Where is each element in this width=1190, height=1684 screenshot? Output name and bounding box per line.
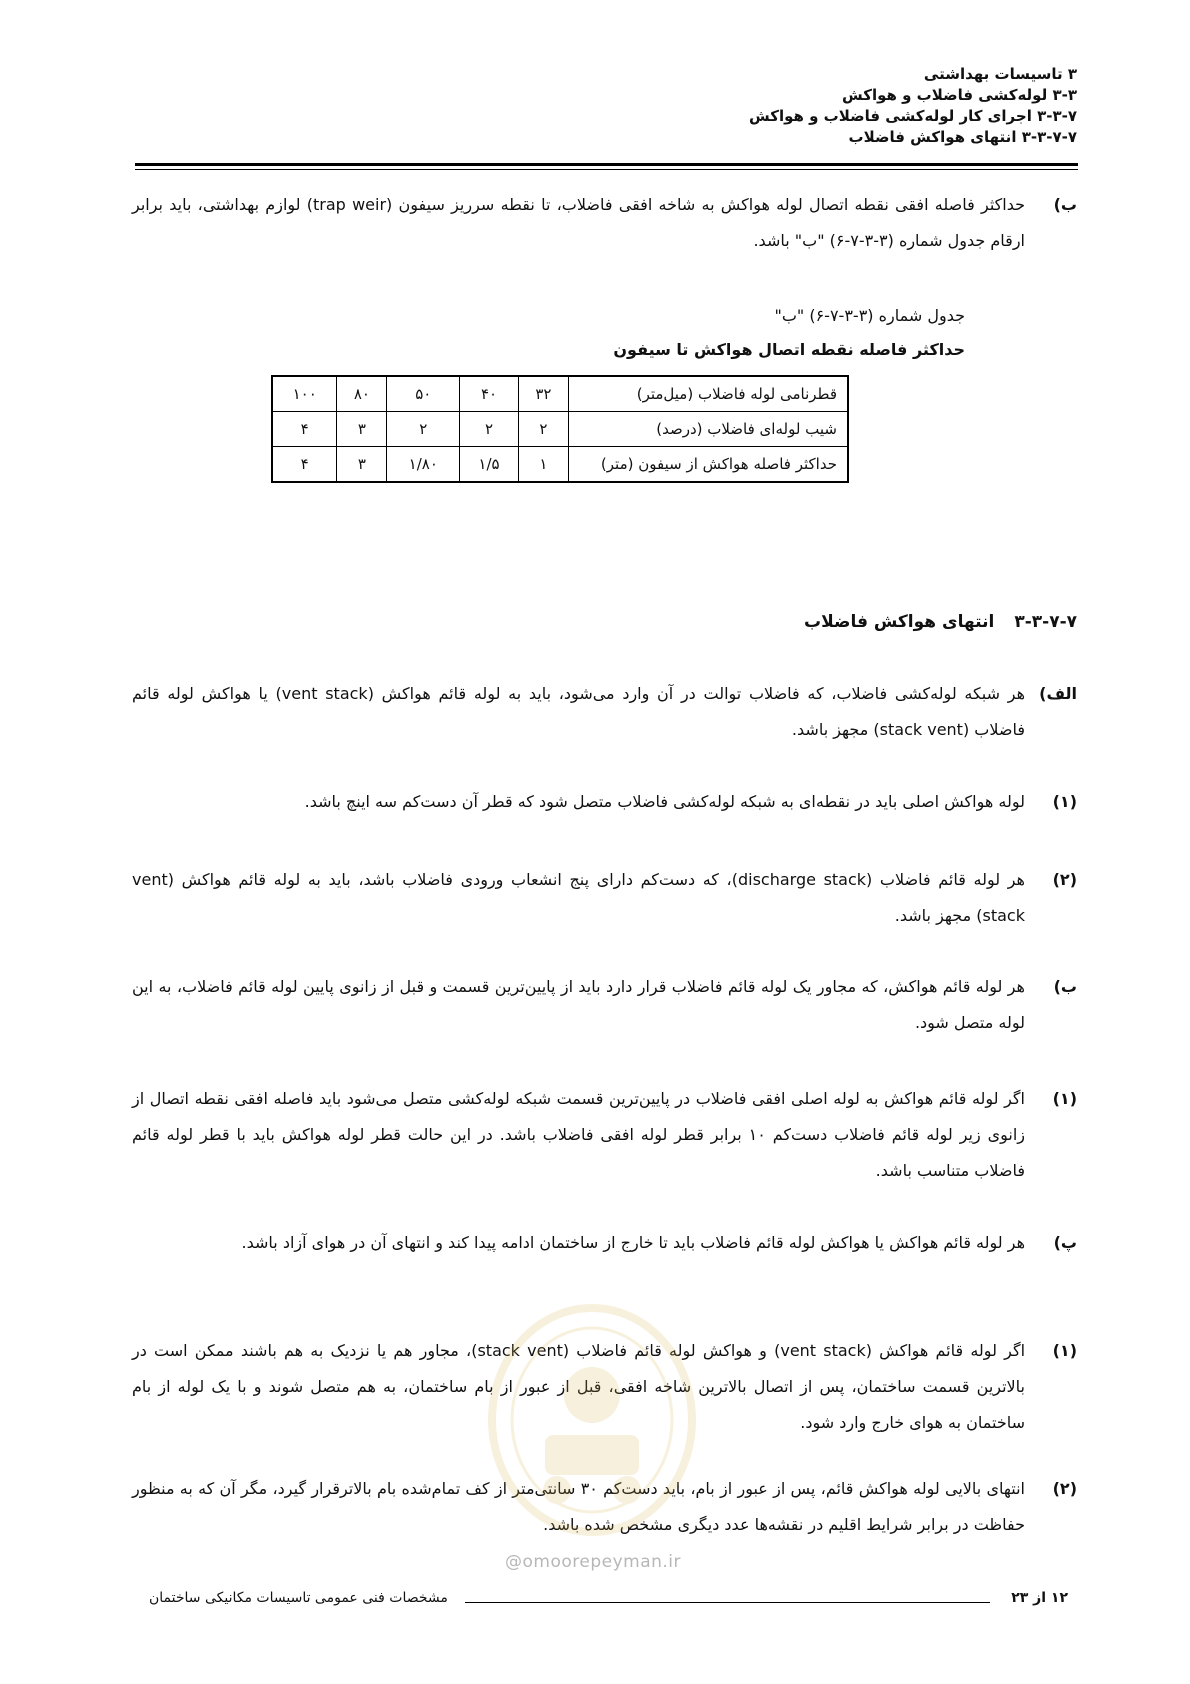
header-rule-thick	[135, 163, 1078, 166]
page-number: ۱۲ از ۲۳	[1011, 1590, 1068, 1606]
section-number: ۳-۳-۷-۷	[1014, 612, 1077, 632]
vent-distance-table	[271, 375, 849, 483]
paragraph-text: حداکثر فاصله افقی نقطه اتصال لوله هواکش به شاخه افقی فاضلاب، تا نقطه سرریز سیفون (trap weir) لوازم بهداشتی، باید برابر ارقام جدول شماره (۳-۳-۷-۶) "ب" باشد.	[132, 195, 1025, 250]
paragraph-item-2	[132, 862, 1077, 934]
table-cell: ۲	[387, 412, 460, 447]
table-cell: ۳	[337, 412, 387, 447]
footer-document-title: مشخصات فنی عمومی تاسیسات مکانیکی ساختمان	[149, 1590, 448, 1606]
paragraph-label: الف)	[1039, 684, 1077, 703]
paragraph-label: پ)	[1053, 1233, 1077, 1252]
paragraph-text: اگر لوله قائم هواکش (vent stack) و هواکش لوله قائم فاضلاب (stack vent)، مجاور هم یا نزدیک به هم باشند ممکن است در بالاترین قسمت ساختمان، پس از اتصال بالاترین شاخه افقی، قبل از عبور از بام ساختمان، به هم متصل شوند و با یک لوله از بام ساختمان به هوای خارج وارد شود.	[132, 1341, 1026, 1432]
header-section: ۳-۳ لوله‌کشی فاضلاب و هواکش	[842, 86, 1077, 104]
paragraph-label: (۲)	[1052, 870, 1077, 889]
row-header: حداکثر فاصله هواکش از سیفون (متر)	[569, 447, 849, 483]
table-cell: ۴	[272, 447, 337, 483]
table-cell: ۳۲	[518, 376, 568, 412]
table-cell: ۱/۸۰	[387, 447, 460, 483]
table-row	[272, 412, 848, 447]
table-cell: ۴۰	[460, 376, 519, 412]
watermark-url: @omoorepeyman.ir	[505, 1552, 682, 1572]
page-footer	[135, 1590, 1078, 1612]
table-cell: ۵۰	[387, 376, 460, 412]
table-cell: ۲	[518, 412, 568, 447]
table-caption: حداکثر فاصله نقطه اتصال هواکش تا سیفون	[613, 340, 965, 359]
table-row	[272, 447, 848, 483]
paragraph-text: انتهای بالایی لوله هواکش قائم، پس از عبور از بام، باید دست‌کم ۳۰ سانتی‌متر از کف تمام‌شده بام بالاترقرار گیرد، مگر آن که به منظور حفاظت در برابر شرایط اقلیم در نقشه‌ها عدد دیگری مشخص شده باشد.	[132, 1479, 1025, 1534]
table-row	[272, 376, 848, 412]
table-cell: ۱۰۰	[272, 376, 337, 412]
paragraph-be	[132, 969, 1077, 1041]
paragraph-label: (۱)	[1052, 792, 1077, 811]
header-rule-thin	[135, 169, 1078, 170]
section-heading: انتهای هواکش فاضلاب	[804, 612, 995, 632]
paragraph-label: (۲)	[1052, 1479, 1077, 1498]
table-cell: ۴	[272, 412, 337, 447]
table-cell: ۲	[460, 412, 519, 447]
header-subsection: ۳-۳-۷ اجرای کار لوله‌کشی فاضلاب و هواکش	[749, 107, 1077, 125]
paragraph-item-1c	[132, 1333, 1077, 1441]
paragraph-pe	[132, 1225, 1077, 1261]
section-header	[477, 64, 1077, 148]
table-cell: ۸۰	[337, 376, 387, 412]
paragraph-text: هر لوله قائم فاضلاب (discharge stack)، که دست‌کم دارای پنج انشعاب ورودی فاضلاب باشد، باید به لوله قائم هواکش (vent stack) مجهز باشد.	[132, 870, 1025, 925]
table-cell: ۳	[337, 447, 387, 483]
paragraph-label: ب)	[1053, 195, 1077, 214]
paragraph-item-1b	[132, 1081, 1077, 1189]
paragraph-text: اگر لوله قائم هواکش به لوله اصلی افقی فاضلاب در پایین‌ترین قسمت شبکه لوله‌کشی متصل می‌شود باید فاصله افقی نقطه اتصال از زانوی زیر لوله قائم فاضلاب دست‌کم ۱۰ برابر قطر لوله افقی فاضلاب باشد. در این حالت قطر لوله هواکش باید با قطر لوله قائم فاضلاب متناسب باشد.	[132, 1089, 1025, 1180]
row-header: شیب لوله‌ای فاضلاب (درصد)	[569, 412, 849, 447]
paragraph-text: هر شبکه لوله‌کشی فاضلاب، که فاضلاب توالت در آن وارد می‌شود، باید به لوله قائم هواکش (vent stack) یا هواکش لوله قائم فاضلاب (stack vent) مجهز باشد.	[132, 684, 1026, 739]
paragraph-text: لوله هواکش اصلی باید در نقطه‌ای به شبکه لوله‌کشی فاضلاب متصل شود که قطر آن دست‌کم سه اینچ باشد.	[304, 792, 1025, 811]
paragraph-item-2c	[132, 1471, 1077, 1543]
footer-rule	[465, 1602, 990, 1603]
paragraph-text: هر لوله قائم هواکش یا هواکش لوله قائم فاضلاب باید تا خارج از ساختمان ادامه پیدا کند و انتهای آن در هوای آزاد باشد.	[241, 1233, 1025, 1252]
paragraph-text: هر لوله قائم هواکش، که مجاور یک لوله قائم فاضلاب قرار دارد باید از پایین‌ترین قسمت و قبل از زانوی پایین لوله قائم فاضلاب، به این لوله متصل شود.	[132, 977, 1025, 1032]
header-chapter: ۳ تاسیسات بهداشتی	[923, 65, 1077, 83]
table-cell: ۱/۵	[460, 447, 519, 483]
header-clause: ۳-۳-۷-۷ انتهای هواکش فاضلاب	[848, 128, 1077, 146]
table-number: جدول شماره (۳-۳-۷-۶) "ب"	[774, 306, 965, 325]
paragraph-label: ب)	[1053, 977, 1077, 996]
paragraph-b-table-ref	[132, 187, 1077, 259]
paragraph-alef	[132, 676, 1077, 748]
paragraph-label: (۱)	[1052, 1089, 1077, 1108]
section-title	[804, 612, 1077, 632]
paragraph-item-1	[132, 784, 1077, 820]
row-header: قطرنامی لوله فاضلاب (میل‌متر)	[569, 376, 849, 412]
table-cell: ۱	[518, 447, 568, 483]
paragraph-label: (۱)	[1052, 1341, 1077, 1360]
